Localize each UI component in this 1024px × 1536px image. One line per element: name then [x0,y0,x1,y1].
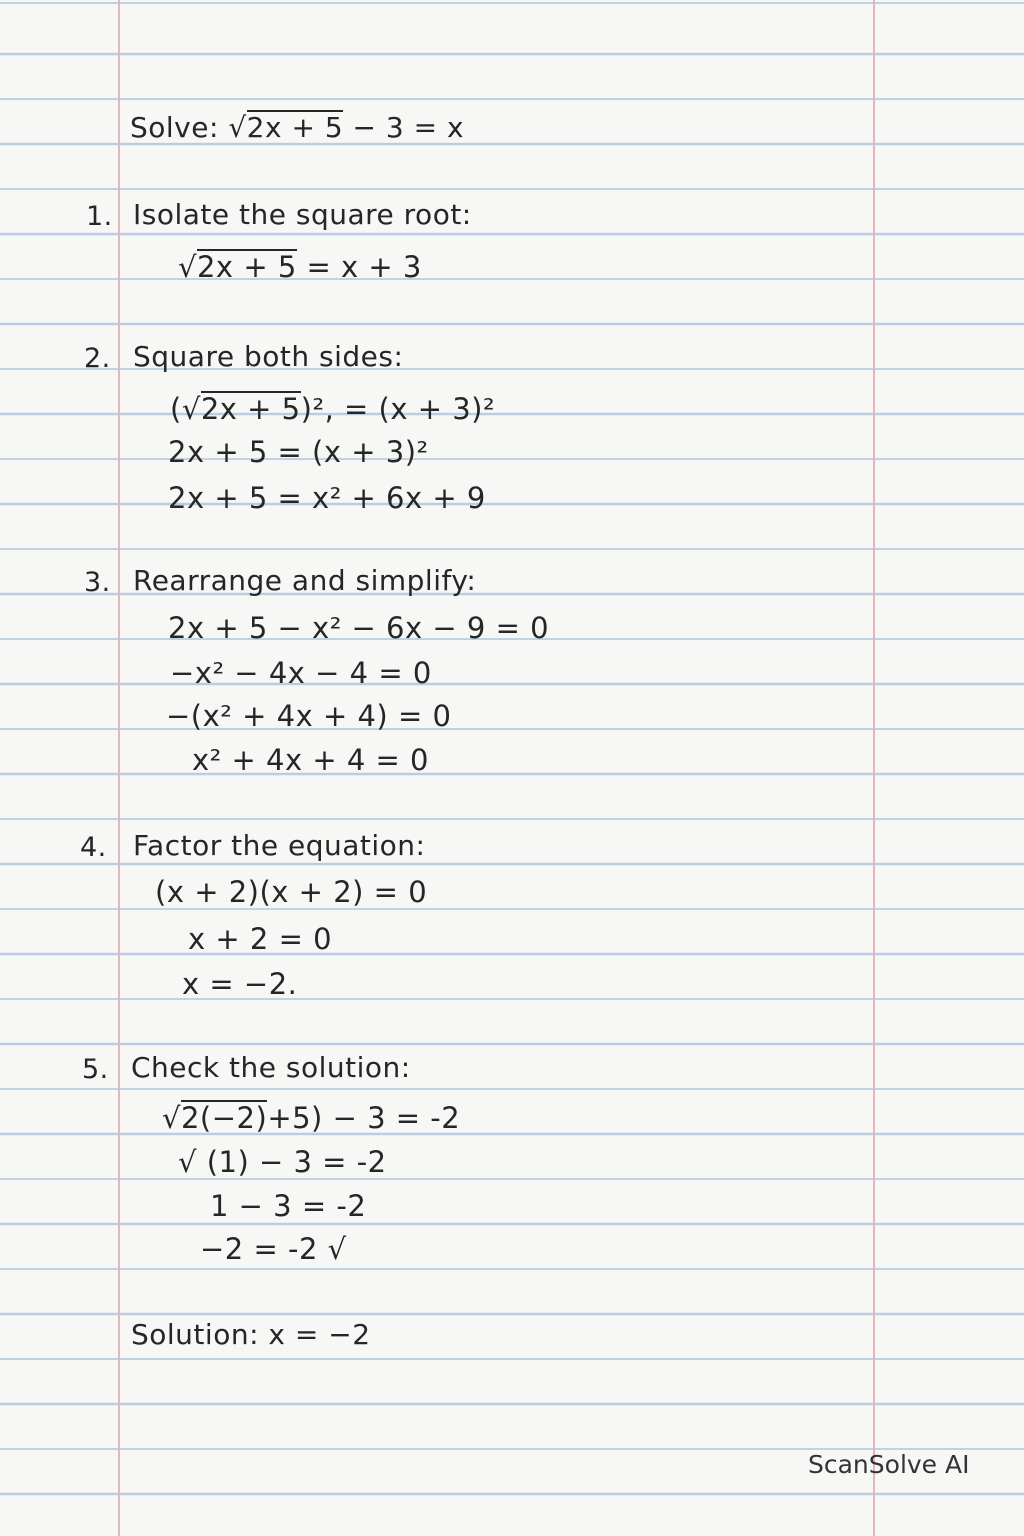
right-margin-line [873,0,875,1536]
step-3-title: Rearrange and simplify: [133,564,477,597]
step-2-number: 2. [84,343,111,374]
step-5-line-1: √2(−2)+5) − 3 = -2 [162,1101,461,1135]
step-2-line-1: (√2x + 5)², = (x + 3)² [170,392,496,426]
step-1-line-1: √2x + 5 = x + 3 [178,250,422,284]
solution-line [131,1318,371,1351]
step-4-line-3: x = −2. [182,967,298,1001]
solution-label: Solution: [131,1318,259,1351]
step-5-line-2: √ (1) − 3 = -2 [178,1145,387,1179]
step-2-title: Square both sides: [133,340,404,373]
step-4-line-1: (x + 2)(x + 2) = 0 [155,875,428,909]
step-1-line-1-radicand: 2x + 5 [196,250,297,284]
step-4-number: 4. [80,832,107,863]
step-5-line-1-rest: +5) − 3 = -2 [267,1101,461,1135]
step-2-line-2: 2x + 5 = (x + 3)² [168,435,429,469]
problem-statement: Solve: √2x + 5 − 3 = x [130,111,465,144]
problem-rest: − 3 = x [352,111,465,144]
step-1-line-1-rest: = x + 3 [296,250,422,284]
step-5-line-3: 1 − 3 = -2 [210,1189,367,1223]
solution-value: x = −2 [268,1318,371,1351]
problem-radicand: 2x + 5 [246,111,344,144]
step-3-line-4: x² + 4x + 4 = 0 [192,743,430,777]
step-5-line-1-radicand: 2(−2) [180,1101,268,1135]
step-1-title: Isolate the square root: [133,198,472,231]
step-2-line-1-pre: ( [170,392,182,426]
step-2-line-1-rest: )², = (x + 3)² [300,392,496,426]
step-3-line-3: −(x² + 4x + 4) = 0 [166,699,452,733]
step-1-number: 1. [86,201,113,232]
scansolve-brand: ScanSolve AI [808,1450,970,1479]
step-4-title: Factor the equation: [133,829,426,862]
step-2-line-1-radicand: 2x + 5 [200,392,301,426]
step-5-number: 5. [82,1054,109,1085]
step-5-line-4: −2 = -2 √ [200,1232,347,1266]
step-3-number: 3. [84,567,111,598]
step-5-title: Check the solution: [131,1051,411,1084]
problem-label: Solve: [130,111,219,144]
step-3-line-2: −x² − 4x − 4 = 0 [170,656,432,690]
step-4-line-2: x + 2 = 0 [188,922,333,956]
step-2-line-3: 2x + 5 = x² + 6x + 9 [168,481,486,515]
left-margin-line [118,0,120,1536]
step-3-line-1: 2x + 5 − x² − 6x − 9 = 0 [168,611,550,645]
